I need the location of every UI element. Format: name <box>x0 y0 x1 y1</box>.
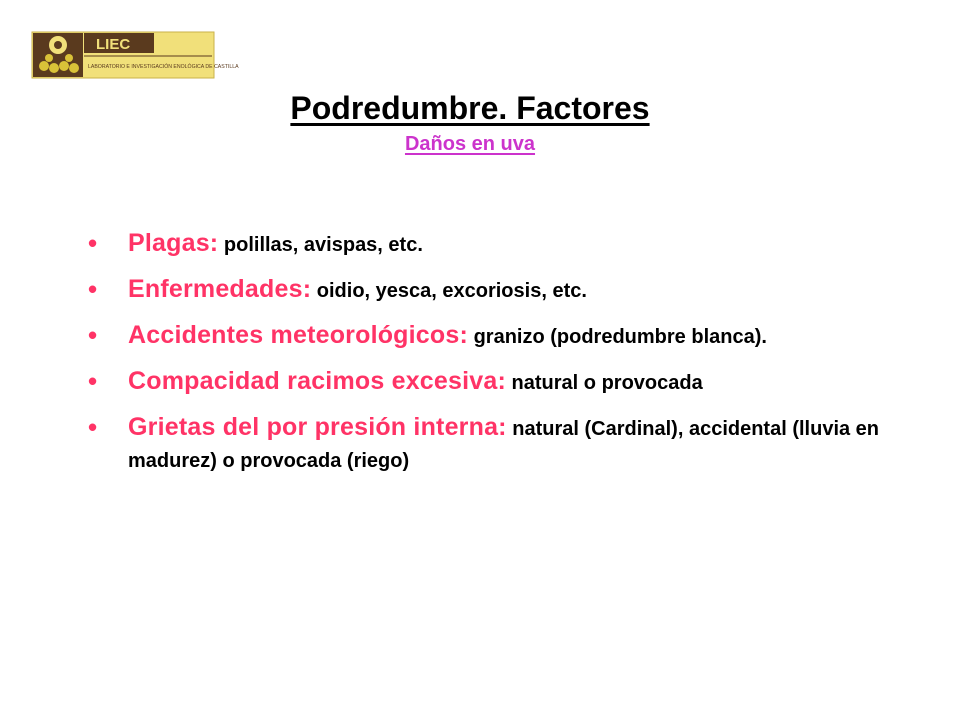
bullet-term: Grietas del por presión interna: <box>128 413 507 441</box>
bullet-term: Compacidad racimos excesiva: <box>128 367 506 395</box>
bullet-dot-icon: • <box>88 228 98 258</box>
bullet-desc: polillas, avispas, etc. <box>218 234 423 256</box>
bullet-desc: natural (Cardinal), accidental (lluvia en madurez) o provocada (riego) <box>128 418 880 472</box>
bullet-dot-icon: • <box>88 412 98 442</box>
bullet-term: Enfermedades: <box>128 275 312 303</box>
bullet-list <box>88 228 908 490</box>
bullet-item <box>88 228 908 262</box>
title-block <box>0 90 940 156</box>
bullet-item <box>88 412 908 478</box>
svg-text:LABORATORIO E INVESTIGACIÓN EN: LABORATORIO E INVESTIGACIÓN ENOLÓGICA DE CASTILLA <box>88 64 239 70</box>
bullet-item <box>88 320 908 354</box>
svg-text:LIEC: LIEC <box>96 36 131 53</box>
bullet-term: Accidentes meteorológicos: <box>128 321 469 349</box>
bullet-item <box>88 274 908 308</box>
bullet-dot-icon: • <box>88 320 98 350</box>
bullet-dot-icon: • <box>88 274 98 304</box>
slide-title: Podredumbre. Factores <box>290 90 650 126</box>
bullet-item <box>88 366 908 400</box>
bullet-desc: natural o provocada <box>506 372 703 394</box>
bullet-desc: oidio, yesca, excoriosis, etc. <box>311 280 587 302</box>
bullet-dot-icon: • <box>88 366 98 396</box>
bullet-desc: granizo (podredumbre blanca). <box>468 326 767 348</box>
slide-subtitle-link[interactable]: Daños en uva <box>404 133 536 155</box>
liec-logo <box>32 32 239 78</box>
bullet-term: Plagas: <box>128 229 219 257</box>
